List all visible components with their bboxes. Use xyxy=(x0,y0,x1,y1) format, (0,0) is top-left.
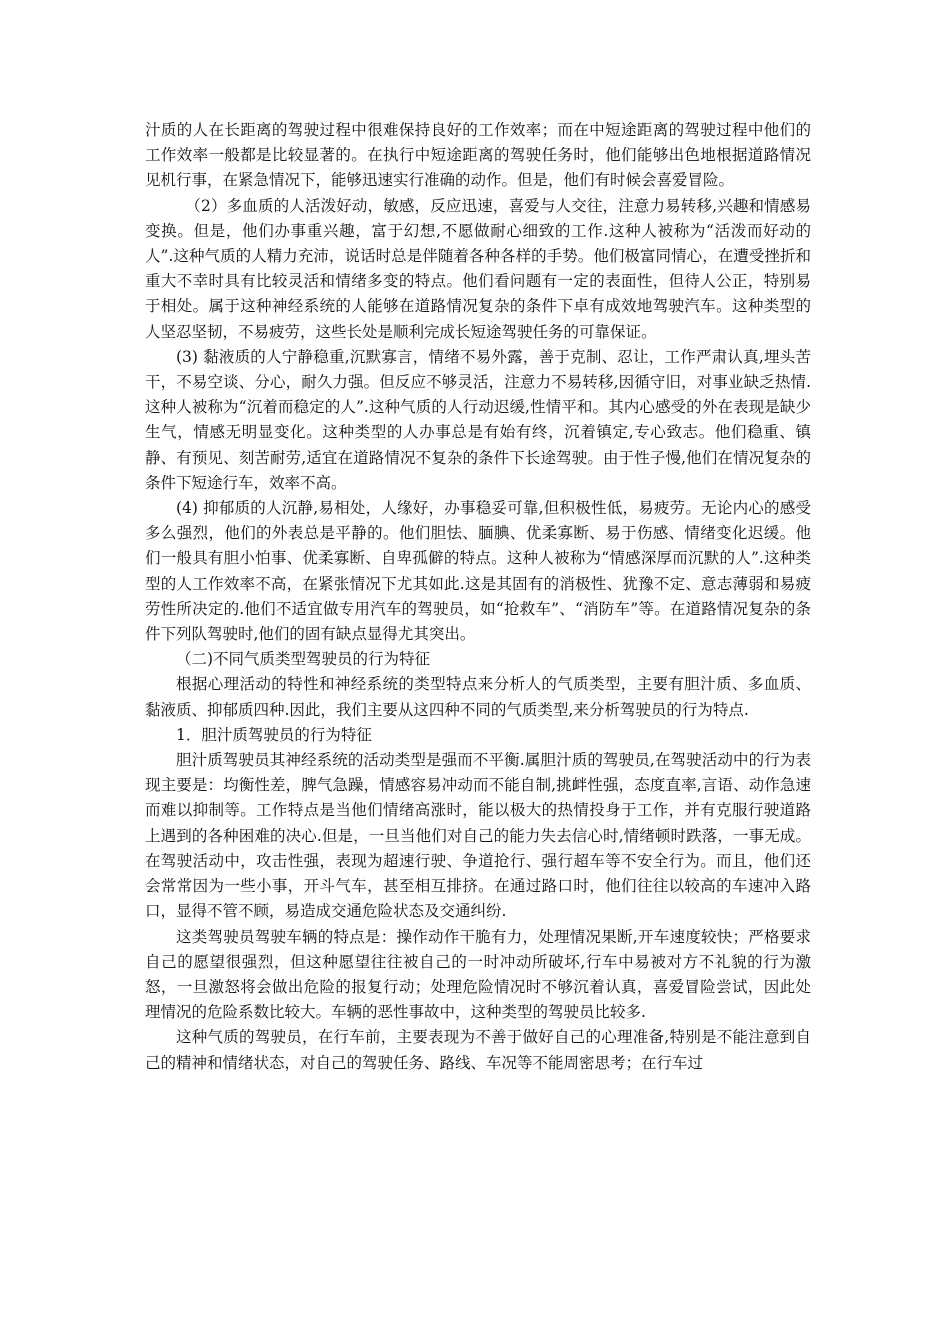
paragraph-melancholic: (4) 抑郁质的人沉静,易相处，人缘好，办事稳妥可靠,但积极性低，易疲劳。无论内心的感受多么强烈，他们的外表总是平静的。他们胆怯、腼腆、优柔寡断、易于伤感、情绪变化迟缓。他们一般具有胆小怕事、优柔寡断、自卑孤僻的特点。这种人被称为“情感深厚而沉默的人”.这种类型的人工作效率不高，在紧张情况下尤其如此.这是其固有的消极性、犹豫不定、意志薄弱和易疲劳性所决定的.他们不适宜做专用汽车的驾驶员，如“抢救车”、“消防车”等。在道路情况复杂的条件下列队驾驶时,他们的固有缺点显得尤其突出。 xyxy=(145,499,811,644)
section-heading-behavior-traits: （二)不同气质类型驾驶员的行为特征 xyxy=(176,650,431,669)
paragraph-temperament-intro: 根据心理活动的特性和神经系统的类型特点来分析人的气质类型，主要有胆汁质、多血质、黏液质、抑郁质四种.因此，我们主要从这四种不同的气质类型,来分析驾驶员的行为特点. xyxy=(145,675,811,719)
paragraph-sanguine: （2）多血质的人活泼好动，敏感，反应迅速，喜爱与人交往，注意力易转移,兴趣和情感易变换。但是，他们办事重兴趣，富于幻想,不愿做耐心细致的工作.这种人被称为“活泼而好动的人”.这种气质的人精力充沛，说话时总是伴随着各种各样的手势。他们极富同情心，在遭受挫折和重大不幸时具有比较灵活和情绪多变的特点。他们看问题有一定的表面性，但待人公正，特别易于相处。属于这种神经系统的人能够在道路情况复杂的条件下卓有成效地驾驶汽车。这种类型的人坚忍坚韧，不易疲劳，这些长处是顺利完成长短途驾驶任务的可靠保证。 xyxy=(145,196,811,341)
paragraph-choleric-pre-driving: 这种气质的驾驶员，在行车前，主要表现为不善于做好自己的心理准备,特别是不能注意到自己的精神和情绪状态，对自己的驾驶任务、路线、车况等不能周密思考；在行车过 xyxy=(145,1028,811,1072)
subheading-choleric-driver: 1．胆汁质驾驶员的行为特征 xyxy=(176,725,372,744)
paragraph-phlegmatic: (3) 黏液质的人宁静稳重,沉默寡言，情绪不易外露，善于克制、忍让，工作严肃认真,埋头苦干，不易空谈、分心，耐久力强。但反应不够灵活，注意力不易转移,因循守旧，对事业缺乏热情.这种人被称为“沉着而稳定的人”.这种气质的人行动迟缓,性情平和。其内心感受的外在表现是缺少生气，情感无明显变化。这种类型的人办事总是有始有终，沉着镇定,专心致志。他们稳重、镇静、有预见、刻苦耐劳,适宜在道路情况不复杂的条件下长途驾驶。由于性子慢,他们在情况复杂的条件下短途行车，效率不高。 xyxy=(145,347,811,492)
document-page xyxy=(145,118,811,1076)
paragraph-choleric-driving-features: 这类驾驶员驾驶车辆的特点是：操作动作干脆有力，处理情况果断,开车速度较快；严格要求自己的愿望很强烈，但这种愿望往往被自己的一时冲动所破坏,行车中易被对方不礼貌的行为激怒，一旦激怒将会做出危险的报复行动；处理危险情况时不够沉着认真，喜爱冒险尝试，因此处理情况的危险系数比较大。车辆的恶性事故中，这种类型的驾驶员比较多. xyxy=(145,927,811,1022)
paragraph-choleric-continuation: 汁质的人在长距离的驾驶过程中很难保持良好的工作效率；而在中短途距离的驾驶过程中他们的工作效率一般都是比较显著的。在执行中短途距离的驾驶任务时，他们能够出色地根据道路情况见机行事，在紧急情况下，能够迅速实行准确的动作。但是，他们有时候会喜爱冒险。 xyxy=(145,121,811,190)
paragraph-choleric-driver: 胆汁质驾驶员其神经系统的活动类型是强而不平衡.属胆汁质的驾驶员,在驾驶活动中的行为表现主要是：均衡性差，脾气急躁，情感容易冲动而不能自制,挑衅性强，态度直率,言语、动作急速而难以抑制等。工作特点是当他们情绪高涨时，能以极大的热情投身于工作，并有克服行驶道路上遇到的各种困难的决心.但是，一旦当他们对自己的能力失去信心时,情绪顿时跌落，一事无成。在驾驶活动中，攻击性强，表现为超速行驶、争道抢行、强行超车等不安全行为。而且，他们还会常常因为一些小事，开斗气车，甚至相互排挤。在通过路口时，他们往往以较高的车速冲入路口，显得不管不顾，易造成交通危险状态及交通纠纷. xyxy=(145,751,811,921)
